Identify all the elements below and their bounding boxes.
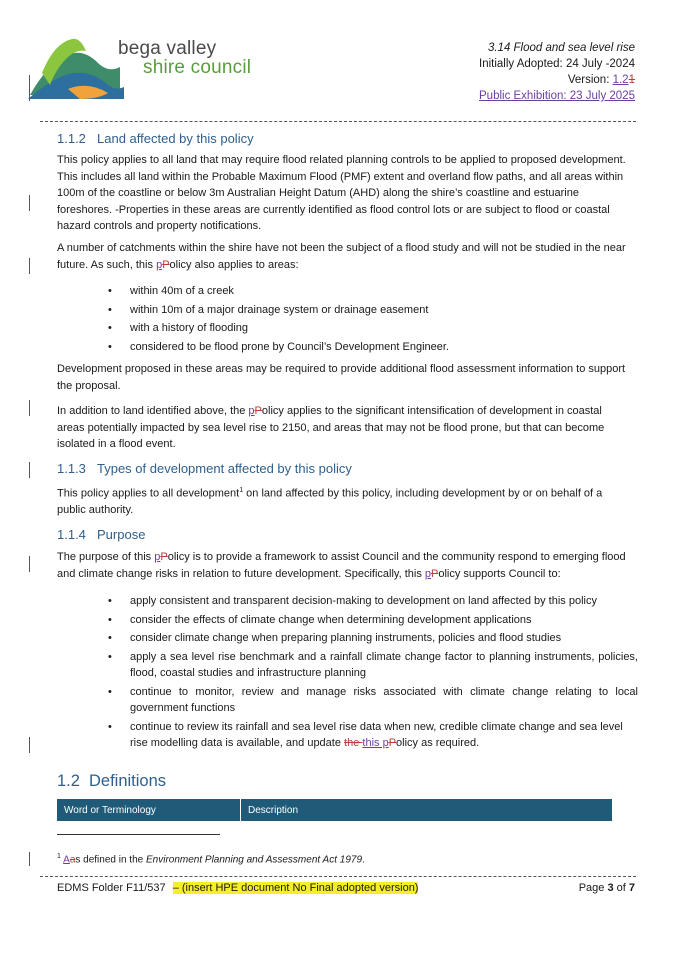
- version-line: [479, 72, 635, 88]
- text: s defined in the: [75, 854, 146, 866]
- initially-adopted: Initially Adopted: 24 July -2024: [479, 58, 635, 70]
- paragraph: Development proposed in these areas may be required to provide additional flood assessment information to support the proposal.: [57, 363, 626, 392]
- text: olicy as required.: [396, 737, 480, 749]
- hpe-document-placeholder: – (insert HPE document No Final adopted version): [172, 882, 419, 894]
- footnote-separator: [57, 834, 220, 835]
- list-item: • with a history of flooding: [108, 320, 638, 337]
- change-bar: [29, 737, 30, 753]
- heading-definitions: [57, 772, 166, 791]
- deleted-text: the: [344, 737, 363, 749]
- inserted-text: p: [424, 567, 431, 580]
- paragraph: [57, 483, 632, 519]
- heading-title: Land affected by this policy: [97, 131, 254, 146]
- change-bar: [29, 195, 30, 211]
- inserted-text: A: [63, 854, 70, 866]
- logo-text-line2: shire council: [143, 57, 252, 78]
- page-number: [579, 882, 635, 894]
- list-item: • consider climate change when preparing planning instruments, policies and flood studies: [108, 630, 638, 647]
- footer-divider: [40, 876, 636, 877]
- paragraph: [57, 549, 632, 582]
- heading-purpose: [57, 527, 145, 542]
- column-header-description: Description: [248, 805, 299, 816]
- inserted-text: p: [156, 258, 163, 271]
- current-page: 3: [607, 882, 614, 894]
- version-label: Version:: [567, 74, 613, 86]
- inserted-text: p: [248, 405, 255, 417]
- column-header-word: Word or Terminology: [64, 805, 156, 816]
- purpose-list: [108, 593, 638, 752]
- list-item: • apply consistent and transparent decision-making to development on land affected by this policy: [108, 593, 638, 610]
- inserted-text: this p: [362, 737, 389, 749]
- text: on land affected by this policy, including development by or on behalf of a public authority.: [57, 487, 603, 517]
- heading-number: 1.1.4: [57, 527, 86, 542]
- footnote-reference[interactable]: 1: [239, 487, 244, 494]
- act-title: Environment Planning and Assessment Act 1979: [145, 854, 363, 866]
- list-item: • continue to monitor, review and manage risks associated with climate change relating to local government functions: [108, 684, 638, 717]
- column-separator: [240, 799, 241, 821]
- footnote-number: 1: [57, 853, 61, 860]
- deleted-text: P: [254, 405, 262, 417]
- deleted-text: P: [160, 551, 168, 563]
- page-label: Page: [578, 882, 608, 894]
- list-item: • considered to be flood prone by Council’s Development Engineer.: [108, 339, 638, 356]
- heading-number: 1.2: [57, 772, 80, 790]
- footnote: [57, 853, 365, 865]
- deleted-text: P: [162, 258, 170, 271]
- change-bar: [29, 852, 30, 866]
- text: olicy applies to the significant intensification of development in coastal areas potentially impacted by sea level rise to 2150, and areas that may not be flood prone, but that can become isolated in a flood event.: [57, 405, 605, 450]
- logo-text-line1: bega valley: [118, 38, 217, 59]
- list-item: [108, 719, 638, 752]
- heading-title: Purpose: [97, 527, 146, 542]
- deleted-text: P: [388, 737, 397, 749]
- list-item: • within 10m of a major drainage system or drainage easement: [108, 302, 638, 319]
- document-header-info: [479, 40, 635, 104]
- heading-land-affected: [57, 131, 254, 146]
- paragraph: [57, 403, 632, 453]
- heading-number: 1.1.3: [57, 461, 86, 476]
- heading-title: Types of development affected by this policy: [97, 461, 352, 476]
- page-footer: [57, 882, 635, 894]
- change-bar: [29, 400, 30, 416]
- list-item: • consider the effects of climate change when determining development applications: [108, 612, 638, 629]
- text: olicy supports Council to:: [438, 567, 561, 580]
- text: .: [362, 854, 365, 866]
- change-bar: [29, 258, 30, 274]
- policy-title: 3.14 Flood and sea level rise: [487, 42, 635, 54]
- area-list: [108, 283, 638, 355]
- text: continue to review its rainfall and sea level rise data when new, credible climate change and sea level rise modelling data is available, and update: [130, 720, 623, 749]
- text: olicy is to provide a framework to assist Council and the community respond to emerging flood and climate change risks in relation to future development. Specifically, this: [57, 551, 626, 580]
- list-item: • apply a sea level rise benchmark and a rainfall climate change factor to planning instruments, policies, flood, coastal studies and infrastructure planning: [108, 649, 638, 682]
- heading-title: Definitions: [89, 772, 167, 790]
- list-item: • within 40m of a creek: [108, 283, 638, 300]
- text: This policy applies to all development: [57, 487, 240, 500]
- text: olicy also applies to areas:: [169, 258, 299, 271]
- total-pages: 7: [628, 882, 635, 894]
- text: The purpose of this: [57, 551, 155, 563]
- text: A number of catchments within the shire have not been the subject of a flood study and will not be studied in the near future. As such, this: [57, 242, 626, 271]
- text: In addition to land identified above, the: [57, 405, 249, 417]
- version-inserted: 1.2: [612, 74, 629, 86]
- heading-number: 1.1.2: [57, 131, 86, 146]
- header-divider: [40, 121, 636, 122]
- definitions-table-header: [57, 799, 612, 821]
- change-bar: [29, 462, 30, 478]
- paragraph: This policy applies to all land that may require flood related planning controls to be applied to proposed development. This includes all land within the Probable Maximum Flood (PMF) extent and overland flow paths, and all areas within 100m of the coastline or below 3m Australian Height Datum (AHD) along the shire’s coastline and estuarine foreshores. -Properties in these areas are currently identified as flood control lots or are subject to flood or coastal hazard controls and property notifications.: [57, 154, 626, 232]
- public-exhibition: Public Exhibition: 23 July 2025: [479, 90, 635, 102]
- inserted-text: p: [154, 551, 161, 563]
- heading-types-of-development: [57, 461, 352, 476]
- paragraph: [57, 240, 632, 273]
- deleted-text: a: [69, 854, 76, 866]
- version-deleted: 1: [628, 74, 635, 86]
- page-of-label: of: [613, 882, 629, 894]
- edms-folder: EDMS Folder F11/537: [57, 882, 166, 894]
- deleted-text: P: [431, 567, 439, 580]
- change-bar: [29, 556, 30, 572]
- change-bar: [29, 75, 30, 101]
